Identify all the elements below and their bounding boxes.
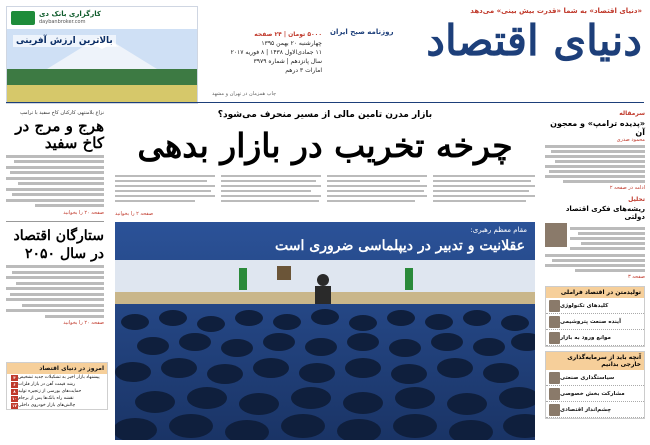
photo-caption-headline: عقلانیت و تدبیر در دیپلماسی ضروری است: [275, 238, 525, 254]
issue-price: ۵۰۰۰ تومان | ۲۴ صفحه: [254, 31, 322, 38]
people-item[interactable]: کلیدهای تکنولوژی: [546, 298, 644, 314]
story1-body-text: [6, 155, 104, 208]
author-photo: [545, 223, 567, 247]
main-story-kicker: بازار مدرن تامین مالی از مسیر منحرف می‌شود؟: [217, 110, 433, 120]
analysis-headline[interactable]: ریشه‌های فکری اقتصاد دولتی: [565, 205, 645, 221]
main-story-continued-link[interactable]: صفحه ۲ را بخوانید: [115, 211, 154, 217]
photo-caption-kicker: مقام معظم رهبری:: [470, 226, 527, 234]
right-column: [545, 110, 645, 419]
people-box-2: [545, 351, 645, 419]
main-story-headline[interactable]: چرخه تخریب در بازار بدهی: [137, 126, 513, 165]
people-item[interactable]: آینده صنعت پتروشیمی: [546, 314, 644, 330]
masthead-divider: [6, 102, 644, 103]
analysis-body: [545, 223, 645, 252]
people-box-1: [545, 286, 645, 347]
index-item[interactable]: ۱۲ چالش‌های بازار خودروی داخلی: [12, 402, 76, 408]
index-item[interactable]: ۱۰ نقشه راه بانک‌ها پس از برجام: [12, 395, 74, 401]
people-box-2-title: آنچه باید از سرمایه‌گذاری خارجی بدانیم: [546, 352, 644, 370]
index-box-title: امروز در دنیای اقتصاد: [7, 363, 107, 374]
issue-foreign-price: امارات ۳ درهم: [285, 67, 322, 74]
story1-continued-link[interactable]: صفحه ۲۰ را بخوانید: [63, 209, 104, 216]
print-note: چاپ همزمان در تهران و مشهد: [212, 91, 277, 97]
person-photo: [549, 388, 560, 400]
publication-type-label: روزنامه صبح ایران: [330, 28, 394, 36]
editorial-headline[interactable]: «پدیده ترامپ» و معجون آن: [550, 119, 645, 137]
left-column: [6, 110, 104, 326]
ad-slogan: بالاترین ارزش آفرینی: [13, 35, 116, 47]
story2-headline[interactable]: ستارگان اقتصاد در سال ۲۰۵۰: [13, 227, 104, 262]
index-box: [6, 362, 108, 410]
ad-url: daybanbroker.com: [39, 19, 86, 25]
analysis-body-text: [545, 254, 645, 272]
masthead-advertisement[interactable]: [6, 6, 198, 104]
story2-body-text: [6, 265, 104, 318]
main-story-body: [115, 172, 535, 218]
people-item[interactable]: مشارکت بخش خصوصی: [546, 386, 644, 402]
editorial-continued-link[interactable]: ادامه در صفحه ۲: [609, 185, 645, 191]
analysis-continued-link[interactable]: صفحه ۳: [628, 274, 645, 280]
person-photo: [549, 300, 560, 312]
person-photo: [549, 316, 560, 328]
index-item[interactable]: ۴ پیشنهاد بازار اخیر به تشکیلات جدید تشخیص: [7, 374, 107, 381]
issue-info: [212, 30, 322, 75]
story1-headline[interactable]: هرج و مرج در کاخ سفید: [15, 117, 104, 152]
newspaper-logo[interactable]: دنیای اقتصاد: [426, 16, 642, 65]
index-item[interactable]: ۸ حمایت‌های بورسی از زنجیره تولید: [7, 388, 107, 395]
issue-date-hijri-gregorian: ۱۱ جمادی‌الاول ۱۴۳۸ | ۸ فوریه ۲۰۱۷: [230, 49, 322, 56]
people-item[interactable]: موانع ورود به بازار: [546, 330, 644, 346]
people-item[interactable]: چشم‌انداز اقتصادی: [546, 402, 644, 418]
audience-photo-image: [115, 222, 535, 440]
masthead-tagline: «دنیای اقتصاد» به شما «قدرت بیش بینی» می‌دهد: [470, 7, 642, 15]
column-divider: [6, 221, 104, 222]
editorial-section-label: سرمقاله: [619, 110, 645, 117]
lead-photo[interactable]: [115, 222, 535, 440]
people-item[interactable]: سیاستگذاری صنعتی: [546, 370, 644, 386]
story1-kicker: نزاع بلامنتهی کارکنان کاخ سفید با ترامپ: [19, 110, 104, 116]
editorial-body-text: [545, 145, 645, 183]
issue-date-persian: چهارشنبه ۲۰ بهمن ۱۳۹۵: [261, 40, 322, 47]
broker-logo-icon: [11, 11, 35, 25]
ad-brand-bar: [7, 7, 197, 29]
person-photo: [549, 404, 560, 416]
analysis-section-label: تحلیل: [628, 196, 645, 203]
index-item[interactable]: ۶ رشد قیمت آهن در بازار فلزات: [7, 381, 107, 388]
story2-continued-link[interactable]: صفحه ۲۰ را بخوانید: [63, 320, 104, 326]
person-photo: [549, 372, 560, 384]
people-box-1-title: تولیدمتن در اقتصاد فراملی: [546, 287, 644, 298]
ad-brand-name: کارگزاری بانک دی: [39, 10, 101, 18]
issue-number: سال پانزدهم | شماره ۳۹۷۹: [253, 58, 322, 65]
person-photo: [549, 332, 560, 344]
editorial-author: محمود صدری: [616, 137, 645, 143]
